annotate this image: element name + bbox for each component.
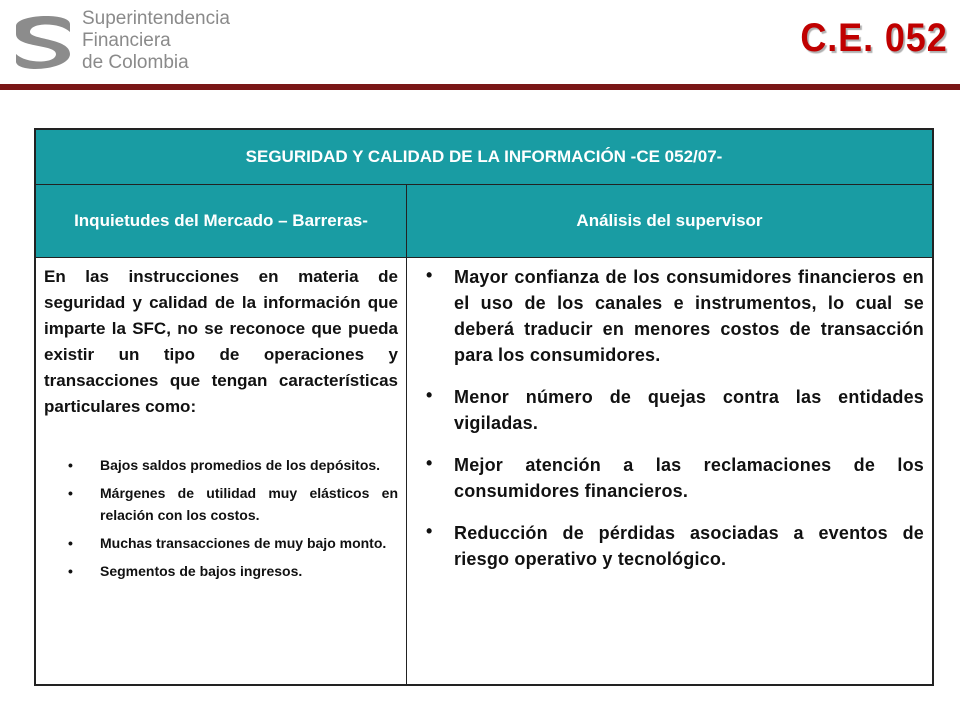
list-item: • Mejor atención a las reclamaciones de los consumidores financieros.	[420, 452, 924, 504]
list-item: • Reducción de pérdidas asociadas a eventos de riesgo operativo y tecnológico.	[420, 520, 924, 572]
org-name-line2: Financiera	[82, 30, 171, 51]
document-code-title: C.E. 052	[800, 16, 948, 60]
bullet-icon: •	[68, 563, 73, 579]
analysis-list	[420, 264, 924, 572]
org-name-line1: Superintendencia	[82, 8, 230, 29]
list-item: • Menor número de quejas contra las entidades vigiladas.	[420, 384, 924, 436]
right-column-header: Análisis del supervisor	[407, 185, 932, 258]
list-item: • Muchas transacciones de muy bajo monto.	[68, 532, 398, 554]
left-column-header: Inquietudes del Mercado – Barreras-	[36, 185, 407, 258]
bullet-icon: •	[426, 521, 433, 541]
table-title: SEGURIDAD Y CALIDAD DE LA INFORMACIÓN -CE 052/07-	[36, 130, 932, 185]
bullet-icon: •	[68, 457, 73, 473]
left-intro-text: En las instrucciones en materia de seguridad y calidad de la información que imparte la SFC, no se reconoce que pueda existir un tipo de operaciones y transacciones que tengan características particulares como:	[44, 267, 398, 416]
left-column-body	[44, 264, 398, 588]
bullet-icon: •	[426, 265, 433, 285]
organization-name	[82, 8, 230, 74]
right-column-body	[420, 264, 924, 588]
list-item: • Bajos saldos promedios de los depósitos.	[68, 454, 398, 476]
list-item: • Segmentos de bajos ingresos.	[68, 560, 398, 582]
header-divider	[0, 84, 960, 90]
bullet-icon: •	[68, 485, 73, 501]
bullet-icon: •	[426, 385, 433, 405]
org-name-line3: de Colombia	[82, 52, 189, 73]
bullet-icon: •	[68, 535, 73, 551]
barriers-list	[44, 454, 398, 582]
superintendencia-logo	[8, 8, 78, 78]
list-item: • Márgenes de utilidad muy elásticos en relación con los costos.	[68, 482, 398, 526]
column-divider	[406, 258, 407, 684]
info-table	[34, 128, 934, 686]
list-item: • Mayor confianza de los consumidores financieros en el uso de los canales e instrumentos, lo cual se deberá traducir en menores costos de transacción para los consumidores.	[420, 264, 924, 368]
bullet-icon: •	[426, 453, 433, 473]
